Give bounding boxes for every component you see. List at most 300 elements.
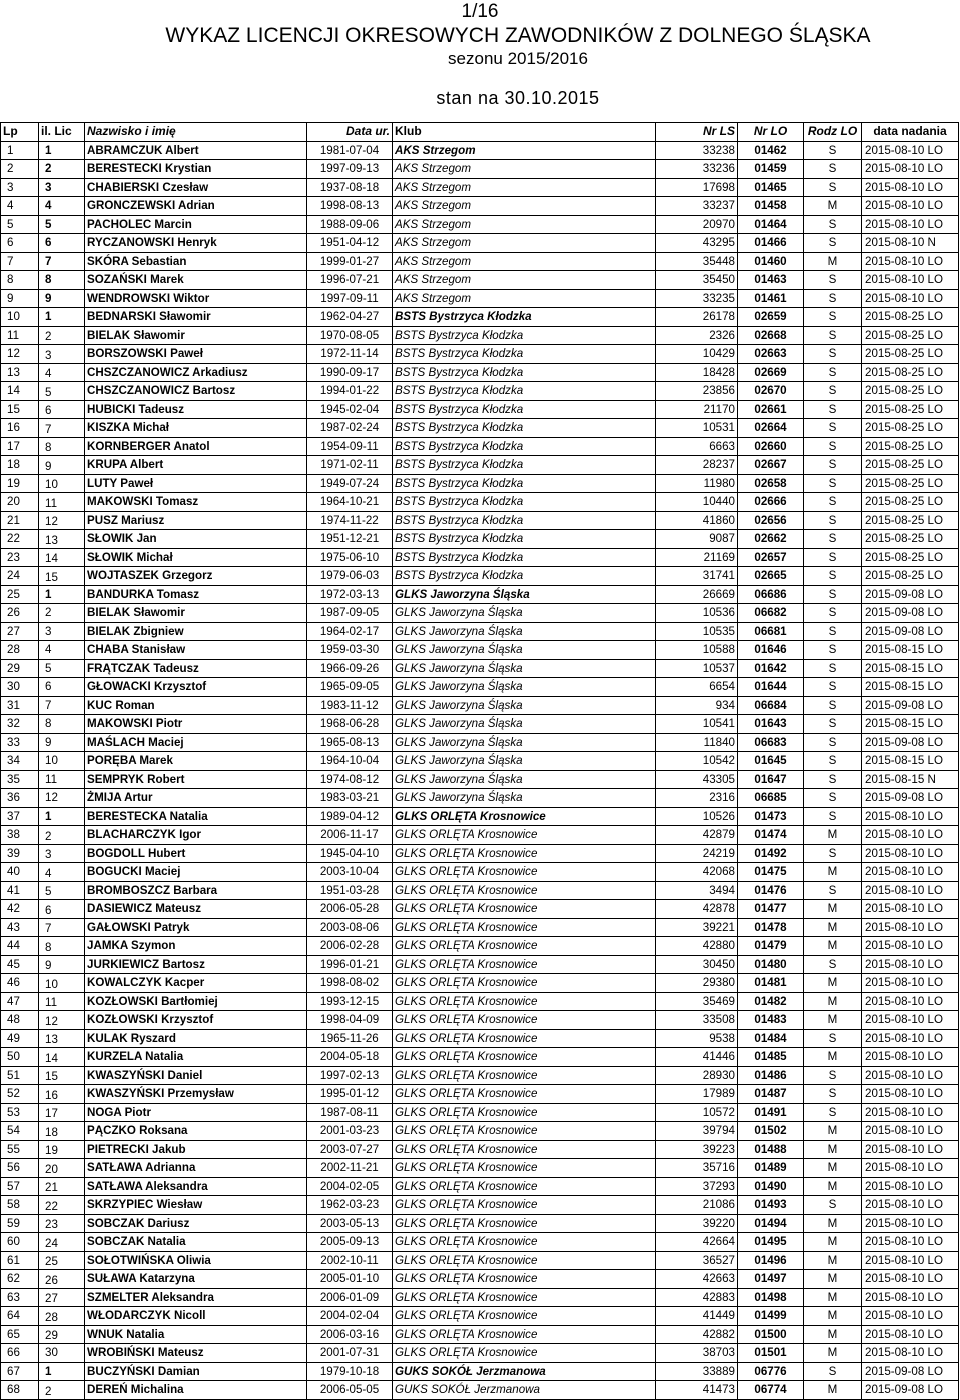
lp-cell: 45 bbox=[1, 955, 39, 974]
name-cell: RYCZANOWSKI Henryk bbox=[85, 234, 307, 253]
lp-cell: 9 bbox=[1, 289, 39, 308]
nr-lo-cell: 01495 bbox=[738, 1233, 804, 1252]
birthdate-cell: 1998-08-02 bbox=[307, 974, 393, 993]
table-row bbox=[1, 1066, 959, 1085]
nr-ls-cell: 33235 bbox=[656, 289, 738, 308]
birthdate-cell: 1959-03-30 bbox=[307, 641, 393, 660]
license-number-cell: 13 bbox=[39, 1029, 85, 1048]
lp-cell: 54 bbox=[1, 1122, 39, 1141]
nr-lo-cell: 01500 bbox=[738, 1325, 804, 1344]
birthdate-cell: 1962-04-27 bbox=[307, 308, 393, 327]
table-row bbox=[1, 992, 959, 1011]
name-cell: JAMKA Szymon bbox=[85, 937, 307, 956]
col-header-club: Klub bbox=[393, 123, 656, 142]
nr-lo-cell: 02666 bbox=[738, 493, 804, 512]
nr-ls-cell: 37293 bbox=[656, 1177, 738, 1196]
nr-lo-cell: 01473 bbox=[738, 807, 804, 826]
date-issued-cell: 2015-08-10 LO bbox=[862, 992, 959, 1011]
nr-ls-cell: 10536 bbox=[656, 604, 738, 623]
birthdate-cell: 2003-07-27 bbox=[307, 1140, 393, 1159]
club-cell: BSTS Bystrzyca Kłodzka bbox=[393, 419, 656, 438]
birthdate-cell: 1979-10-18 bbox=[307, 1362, 393, 1381]
nr-ls-cell: 33238 bbox=[656, 141, 738, 160]
lp-cell: 10 bbox=[1, 308, 39, 327]
lp-cell: 31 bbox=[1, 696, 39, 715]
license-number-cell: 3 bbox=[39, 844, 85, 863]
lp-cell: 65 bbox=[1, 1325, 39, 1344]
rodz-lo-cell: S bbox=[804, 955, 862, 974]
rodz-lo-cell: S bbox=[804, 807, 862, 826]
nr-lo-cell: 02656 bbox=[738, 511, 804, 530]
license-number-cell: 30 bbox=[39, 1344, 85, 1363]
table-row bbox=[1, 197, 959, 216]
table-row bbox=[1, 585, 959, 604]
name-cell: CHABA Stanisław bbox=[85, 641, 307, 660]
club-cell: AKS Strzegom bbox=[393, 271, 656, 290]
rodz-lo-cell: S bbox=[804, 363, 862, 382]
club-cell: AKS Strzegom bbox=[393, 215, 656, 234]
license-number-cell: 13 bbox=[39, 530, 85, 549]
table-row bbox=[1, 419, 959, 438]
date-issued-cell: 2015-08-25 LO bbox=[862, 326, 959, 345]
club-cell: GLKS ORLĘTA Krosnowice bbox=[393, 1251, 656, 1270]
date-issued-cell: 2015-08-10 N bbox=[862, 234, 959, 253]
date-issued-cell: 2015-08-25 LO bbox=[862, 345, 959, 364]
lp-cell: 58 bbox=[1, 1196, 39, 1215]
name-cell: BOGUCKI Maciej bbox=[85, 863, 307, 882]
date-issued-cell: 2015-08-10 LO bbox=[862, 900, 959, 919]
birthdate-cell: 1964-10-04 bbox=[307, 752, 393, 771]
name-cell: BIELAK Zbigniew bbox=[85, 622, 307, 641]
name-cell: JURKIEWICZ Bartosz bbox=[85, 955, 307, 974]
name-cell: CHSZCZANOWICZ Arkadiusz bbox=[85, 363, 307, 382]
birthdate-cell: 2006-03-16 bbox=[307, 1325, 393, 1344]
name-cell: SŁOWIK Michał bbox=[85, 548, 307, 567]
club-cell: GLKS Jaworzyna Śląska bbox=[393, 678, 656, 697]
name-cell: PĄCZKO Roksana bbox=[85, 1122, 307, 1141]
lp-cell: 68 bbox=[1, 1381, 39, 1400]
rodz-lo-cell: S bbox=[804, 345, 862, 364]
lp-cell: 17 bbox=[1, 437, 39, 456]
nr-ls-cell: 42663 bbox=[656, 1270, 738, 1289]
table-row bbox=[1, 955, 959, 974]
rodz-lo-cell: S bbox=[804, 1066, 862, 1085]
name-cell: ŻMIJA Artur bbox=[85, 789, 307, 808]
license-number-cell: 2 bbox=[39, 604, 85, 623]
birthdate-cell: 1965-11-26 bbox=[307, 1029, 393, 1048]
license-number-cell: 7 bbox=[39, 696, 85, 715]
lp-cell: 1 bbox=[1, 141, 39, 160]
table-row bbox=[1, 659, 959, 678]
nr-lo-cell: 02670 bbox=[738, 382, 804, 401]
birthdate-cell: 2006-05-05 bbox=[307, 1381, 393, 1400]
date-issued-cell: 2015-08-10 LO bbox=[862, 141, 959, 160]
table-row bbox=[1, 1233, 959, 1252]
license-number-cell: 12 bbox=[39, 511, 85, 530]
table-row bbox=[1, 234, 959, 253]
name-cell: BERESTECKI Krystian bbox=[85, 160, 307, 179]
license-number-cell: 20 bbox=[39, 1159, 85, 1178]
club-cell: BSTS Bystrzyca Kłodzka bbox=[393, 474, 656, 493]
date-issued-cell: 2015-08-10 LO bbox=[862, 1140, 959, 1159]
nr-lo-cell: 01499 bbox=[738, 1307, 804, 1326]
date-issued-cell: 2015-08-25 LO bbox=[862, 437, 959, 456]
date-issued-cell: 2015-08-15 LO bbox=[862, 715, 959, 734]
name-cell: SŁOWIK Jan bbox=[85, 530, 307, 549]
license-number-cell: 29 bbox=[39, 1325, 85, 1344]
lp-cell: 12 bbox=[1, 345, 39, 364]
nr-ls-cell: 30450 bbox=[656, 955, 738, 974]
club-cell: GLKS Jaworzyna Śląska bbox=[393, 622, 656, 641]
nr-ls-cell: 39223 bbox=[656, 1140, 738, 1159]
date-issued-cell: 2015-08-10 LO bbox=[862, 1288, 959, 1307]
license-number-cell: 7 bbox=[39, 918, 85, 937]
nr-lo-cell: 01493 bbox=[738, 1196, 804, 1215]
table-row bbox=[1, 733, 959, 752]
rodz-lo-cell: S bbox=[804, 715, 862, 734]
license-number-cell: 4 bbox=[39, 197, 85, 216]
club-cell: GLKS ORLĘTA Krosnowice bbox=[393, 1325, 656, 1344]
lp-cell: 13 bbox=[1, 363, 39, 382]
nr-ls-cell: 42068 bbox=[656, 863, 738, 882]
license-number-cell: 9 bbox=[39, 456, 85, 475]
table-row bbox=[1, 474, 959, 493]
date-issued-cell: 2015-08-10 LO bbox=[862, 1214, 959, 1233]
date-issued-cell: 2015-08-10 LO bbox=[862, 937, 959, 956]
club-cell: BSTS Bystrzyca Kłodzka bbox=[393, 530, 656, 549]
club-cell: GLKS ORLĘTA Krosnowice bbox=[393, 1344, 656, 1363]
license-number-cell: 6 bbox=[39, 400, 85, 419]
nr-ls-cell: 10542 bbox=[656, 752, 738, 771]
name-cell: SATŁAWA Adrianna bbox=[85, 1159, 307, 1178]
table-row bbox=[1, 696, 959, 715]
name-cell: BEDNARSKI Sławomir bbox=[85, 308, 307, 327]
name-cell: KWASZYŃSKI Daniel bbox=[85, 1066, 307, 1085]
club-cell: GLKS ORLĘTA Krosnowice bbox=[393, 826, 656, 845]
lp-cell: 52 bbox=[1, 1085, 39, 1104]
name-cell: KOZŁOWSKI Krzysztof bbox=[85, 1011, 307, 1030]
table-row bbox=[1, 789, 959, 808]
rodz-lo-cell: S bbox=[804, 437, 862, 456]
date-issued-cell: 2015-08-25 LO bbox=[862, 456, 959, 475]
rodz-lo-cell: S bbox=[804, 178, 862, 197]
nr-lo-cell: 01491 bbox=[738, 1103, 804, 1122]
rodz-lo-cell: S bbox=[804, 493, 862, 512]
date-issued-cell: 2015-08-10 LO bbox=[862, 1066, 959, 1085]
club-cell: GLKS ORLĘTA Krosnowice bbox=[393, 1103, 656, 1122]
col-header-birthdate: Data ur. bbox=[307, 123, 393, 142]
rodz-lo-cell: M bbox=[804, 1177, 862, 1196]
birthdate-cell: 1987-08-11 bbox=[307, 1103, 393, 1122]
table-row bbox=[1, 881, 959, 900]
birthdate-cell: 1987-02-24 bbox=[307, 419, 393, 438]
lp-cell: 21 bbox=[1, 511, 39, 530]
rodz-lo-cell: S bbox=[804, 456, 862, 475]
rodz-lo-cell: S bbox=[804, 678, 862, 697]
rodz-lo-cell: M bbox=[804, 992, 862, 1011]
nr-ls-cell: 33237 bbox=[656, 197, 738, 216]
rodz-lo-cell: M bbox=[804, 1048, 862, 1067]
table-row bbox=[1, 807, 959, 826]
nr-ls-cell: 9538 bbox=[656, 1029, 738, 1048]
date-issued-cell: 2015-08-15 LO bbox=[862, 678, 959, 697]
birthdate-cell: 2006-01-09 bbox=[307, 1288, 393, 1307]
date-issued-cell: 2015-09-08 LO bbox=[862, 585, 959, 604]
col-header-lic: il. Lic bbox=[39, 123, 85, 142]
name-cell: SATŁAWA Aleksandra bbox=[85, 1177, 307, 1196]
lp-cell: 8 bbox=[1, 271, 39, 290]
club-cell: GLKS ORLĘTA Krosnowice bbox=[393, 900, 656, 919]
birthdate-cell: 1972-03-13 bbox=[307, 585, 393, 604]
rodz-lo-cell: S bbox=[804, 400, 862, 419]
name-cell: GRONCZEWSKI Adrian bbox=[85, 197, 307, 216]
license-number-cell: 1 bbox=[39, 585, 85, 604]
rodz-lo-cell: S bbox=[804, 770, 862, 789]
table-row bbox=[1, 548, 959, 567]
nr-ls-cell: 28237 bbox=[656, 456, 738, 475]
col-header-name: Nazwisko i imię bbox=[85, 123, 307, 142]
table-row bbox=[1, 1122, 959, 1141]
col-header-nr-lo: Nr LO bbox=[738, 123, 804, 142]
nr-ls-cell: 20970 bbox=[656, 215, 738, 234]
lp-cell: 7 bbox=[1, 252, 39, 271]
nr-ls-cell: 33236 bbox=[656, 160, 738, 179]
birthdate-cell: 1945-02-04 bbox=[307, 400, 393, 419]
col-header-lp: Lp bbox=[1, 123, 39, 142]
name-cell: BOGDOLL Hubert bbox=[85, 844, 307, 863]
nr-ls-cell: 9087 bbox=[656, 530, 738, 549]
nr-ls-cell: 42879 bbox=[656, 826, 738, 845]
nr-lo-cell: 01461 bbox=[738, 289, 804, 308]
license-number-cell: 15 bbox=[39, 567, 85, 586]
nr-lo-cell: 02661 bbox=[738, 400, 804, 419]
nr-ls-cell: 35716 bbox=[656, 1159, 738, 1178]
club-cell: GLKS Jaworzyna Śląska bbox=[393, 585, 656, 604]
nr-ls-cell: 21169 bbox=[656, 548, 738, 567]
rodz-lo-cell: S bbox=[804, 844, 862, 863]
license-number-cell: 5 bbox=[39, 382, 85, 401]
nr-ls-cell: 21086 bbox=[656, 1196, 738, 1215]
date-issued-cell: 2015-08-10 LO bbox=[862, 918, 959, 937]
date-issued-cell: 2015-08-25 LO bbox=[862, 530, 959, 549]
name-cell: HUBICKI Tadeusz bbox=[85, 400, 307, 419]
name-cell: CHABIERSKI Czesław bbox=[85, 178, 307, 197]
license-number-cell: 10 bbox=[39, 474, 85, 493]
birthdate-cell: 1964-02-17 bbox=[307, 622, 393, 641]
rodz-lo-cell: S bbox=[804, 1029, 862, 1048]
rodz-lo-cell: M bbox=[804, 252, 862, 271]
lp-cell: 55 bbox=[1, 1140, 39, 1159]
table-row bbox=[1, 308, 959, 327]
col-header-date-issued: data nadania bbox=[862, 123, 959, 142]
birthdate-cell: 1997-09-13 bbox=[307, 160, 393, 179]
license-number-cell: 14 bbox=[39, 1048, 85, 1067]
license-number-cell: 16 bbox=[39, 1085, 85, 1104]
nr-lo-cell: 02659 bbox=[738, 308, 804, 327]
nr-lo-cell: 01464 bbox=[738, 215, 804, 234]
nr-lo-cell: 01460 bbox=[738, 252, 804, 271]
lp-cell: 44 bbox=[1, 937, 39, 956]
license-number-cell: 6 bbox=[39, 900, 85, 919]
nr-ls-cell: 42880 bbox=[656, 937, 738, 956]
license-number-cell: 6 bbox=[39, 678, 85, 697]
club-cell: GLKS ORLĘTA Krosnowice bbox=[393, 844, 656, 863]
birthdate-cell: 1951-12-21 bbox=[307, 530, 393, 549]
nr-lo-cell: 01474 bbox=[738, 826, 804, 845]
date-issued-cell: 2015-08-25 LO bbox=[862, 567, 959, 586]
nr-lo-cell: 02663 bbox=[738, 345, 804, 364]
license-number-cell: 8 bbox=[39, 437, 85, 456]
name-cell: KOWALCZYK Kacper bbox=[85, 974, 307, 993]
name-cell: WROBIŃSKI Mateusz bbox=[85, 1344, 307, 1363]
nr-lo-cell: 01492 bbox=[738, 844, 804, 863]
name-cell: MAKOWSKI Piotr bbox=[85, 715, 307, 734]
club-cell: GLKS ORLĘTA Krosnowice bbox=[393, 974, 656, 993]
nr-ls-cell: 24219 bbox=[656, 844, 738, 863]
rodz-lo-cell: S bbox=[804, 326, 862, 345]
nr-lo-cell: 01502 bbox=[738, 1122, 804, 1141]
rodz-lo-cell: M bbox=[804, 918, 862, 937]
rodz-lo-cell: S bbox=[804, 511, 862, 530]
name-cell: SOBCZAK Dariusz bbox=[85, 1214, 307, 1233]
birthdate-cell: 1974-08-12 bbox=[307, 770, 393, 789]
club-cell: GLKS ORLĘTA Krosnowice bbox=[393, 1066, 656, 1085]
date-issued-cell: 2015-08-10 LO bbox=[862, 197, 959, 216]
rodz-lo-cell: S bbox=[804, 382, 862, 401]
nr-lo-cell: 02662 bbox=[738, 530, 804, 549]
date-issued-cell: 2015-08-10 LO bbox=[862, 974, 959, 993]
club-cell: GLKS ORLĘTA Krosnowice bbox=[393, 1140, 656, 1159]
date-issued-cell: 2015-08-10 LO bbox=[862, 1325, 959, 1344]
birthdate-cell: 1975-06-10 bbox=[307, 548, 393, 567]
rodz-lo-cell: M bbox=[804, 1011, 862, 1030]
name-cell: SOŁOTWIŃSKA Oliwia bbox=[85, 1251, 307, 1270]
birthdate-cell: 1962-03-23 bbox=[307, 1196, 393, 1215]
rodz-lo-cell: S bbox=[804, 160, 862, 179]
birthdate-cell: 2006-11-17 bbox=[307, 826, 393, 845]
club-cell: GLKS ORLĘTA Krosnowice bbox=[393, 1159, 656, 1178]
nr-lo-cell: 02668 bbox=[738, 326, 804, 345]
table-row bbox=[1, 826, 959, 845]
lp-cell: 24 bbox=[1, 567, 39, 586]
birthdate-cell: 1995-01-12 bbox=[307, 1085, 393, 1104]
name-cell: SEMPRYK Robert bbox=[85, 770, 307, 789]
nr-ls-cell: 6663 bbox=[656, 437, 738, 456]
club-cell: GLKS ORLĘTA Krosnowice bbox=[393, 918, 656, 937]
license-number-cell: 1 bbox=[39, 308, 85, 327]
birthdate-cell: 2004-05-18 bbox=[307, 1048, 393, 1067]
date-issued-cell: 2015-08-15 LO bbox=[862, 659, 959, 678]
table-row bbox=[1, 400, 959, 419]
date-issued-cell: 2015-08-25 LO bbox=[862, 382, 959, 401]
club-cell: BSTS Bystrzyca Kłodzka bbox=[393, 567, 656, 586]
nr-lo-cell: 01479 bbox=[738, 937, 804, 956]
nr-ls-cell: 3494 bbox=[656, 881, 738, 900]
club-cell: AKS Strzegom bbox=[393, 141, 656, 160]
nr-lo-cell: 01482 bbox=[738, 992, 804, 1011]
birthdate-cell: 2002-10-11 bbox=[307, 1251, 393, 1270]
rodz-lo-cell: S bbox=[804, 289, 862, 308]
name-cell: KOZŁOWSKI Bartłomiej bbox=[85, 992, 307, 1011]
license-number-cell: 19 bbox=[39, 1140, 85, 1159]
table-row bbox=[1, 604, 959, 623]
nr-lo-cell: 01498 bbox=[738, 1288, 804, 1307]
club-cell: GUKS SOKÓŁ Jerzmanowa bbox=[393, 1362, 656, 1381]
license-number-cell: 7 bbox=[39, 252, 85, 271]
name-cell: DASIEWICZ Mateusz bbox=[85, 900, 307, 919]
nr-lo-cell: 06686 bbox=[738, 585, 804, 604]
license-number-cell: 26 bbox=[39, 1270, 85, 1289]
club-cell: BSTS Bystrzyca Kłodzka bbox=[393, 345, 656, 364]
club-cell: GUKS SOKÓŁ Jerzmanowa bbox=[393, 1381, 656, 1400]
nr-lo-cell: 02667 bbox=[738, 456, 804, 475]
birthdate-cell: 1966-09-26 bbox=[307, 659, 393, 678]
license-number-cell: 4 bbox=[39, 641, 85, 660]
club-cell: BSTS Bystrzyca Kłodzka bbox=[393, 437, 656, 456]
nr-lo-cell: 01646 bbox=[738, 641, 804, 660]
name-cell: BIELAK Sławomir bbox=[85, 326, 307, 345]
license-number-cell: 1 bbox=[39, 807, 85, 826]
name-cell: PUSZ Mariusz bbox=[85, 511, 307, 530]
name-cell: BORSZOWSKI Paweł bbox=[85, 345, 307, 364]
lp-cell: 49 bbox=[1, 1029, 39, 1048]
birthdate-cell: 1996-07-21 bbox=[307, 271, 393, 290]
table-row bbox=[1, 493, 959, 512]
date-issued-cell: 2015-08-10 LO bbox=[862, 1029, 959, 1048]
license-number-cell: 17 bbox=[39, 1103, 85, 1122]
nr-ls-cell: 6654 bbox=[656, 678, 738, 697]
birthdate-cell: 1979-06-03 bbox=[307, 567, 393, 586]
club-cell: GLKS ORLĘTA Krosnowice bbox=[393, 1307, 656, 1326]
rodz-lo-cell: S bbox=[804, 696, 862, 715]
name-cell: PORĘBA Marek bbox=[85, 752, 307, 771]
birthdate-cell: 1990-09-17 bbox=[307, 363, 393, 382]
club-cell: GLKS ORLĘTA Krosnowice bbox=[393, 1196, 656, 1215]
lp-cell: 15 bbox=[1, 400, 39, 419]
birthdate-cell: 1993-12-15 bbox=[307, 992, 393, 1011]
club-cell: BSTS Bystrzyca Kłodzka bbox=[393, 456, 656, 475]
rodz-lo-cell: M bbox=[804, 974, 862, 993]
rodz-lo-cell: M bbox=[804, 863, 862, 882]
club-cell: GLKS ORLĘTA Krosnowice bbox=[393, 1085, 656, 1104]
name-cell: BANDURKA Tomasz bbox=[85, 585, 307, 604]
club-cell: AKS Strzegom bbox=[393, 234, 656, 253]
nr-lo-cell: 01484 bbox=[738, 1029, 804, 1048]
birthdate-cell: 1945-04-10 bbox=[307, 844, 393, 863]
nr-lo-cell: 06682 bbox=[738, 604, 804, 623]
club-cell: GLKS Jaworzyna Śląska bbox=[393, 641, 656, 660]
birthdate-cell: 2005-09-13 bbox=[307, 1233, 393, 1252]
rodz-lo-cell: M bbox=[804, 1270, 862, 1289]
date-issued-cell: 2015-08-10 LO bbox=[862, 1270, 959, 1289]
lp-cell: 20 bbox=[1, 493, 39, 512]
date-issued-cell: 2015-08-15 LO bbox=[862, 641, 959, 660]
rodz-lo-cell: M bbox=[804, 1251, 862, 1270]
club-cell: GLKS ORLĘTA Krosnowice bbox=[393, 955, 656, 974]
name-cell: WNUK Natalia bbox=[85, 1325, 307, 1344]
license-number-cell: 9 bbox=[39, 733, 85, 752]
date-issued-cell: 2015-08-10 LO bbox=[862, 1159, 959, 1178]
date-issued-cell: 2015-08-15 LO bbox=[862, 752, 959, 771]
license-number-cell: 8 bbox=[39, 715, 85, 734]
lp-cell: 40 bbox=[1, 863, 39, 882]
lp-cell: 42 bbox=[1, 900, 39, 919]
license-number-cell: 4 bbox=[39, 863, 85, 882]
license-number-cell: 11 bbox=[39, 770, 85, 789]
nr-ls-cell: 39220 bbox=[656, 1214, 738, 1233]
birthdate-cell: 1972-11-14 bbox=[307, 345, 393, 364]
lp-cell: 25 bbox=[1, 585, 39, 604]
